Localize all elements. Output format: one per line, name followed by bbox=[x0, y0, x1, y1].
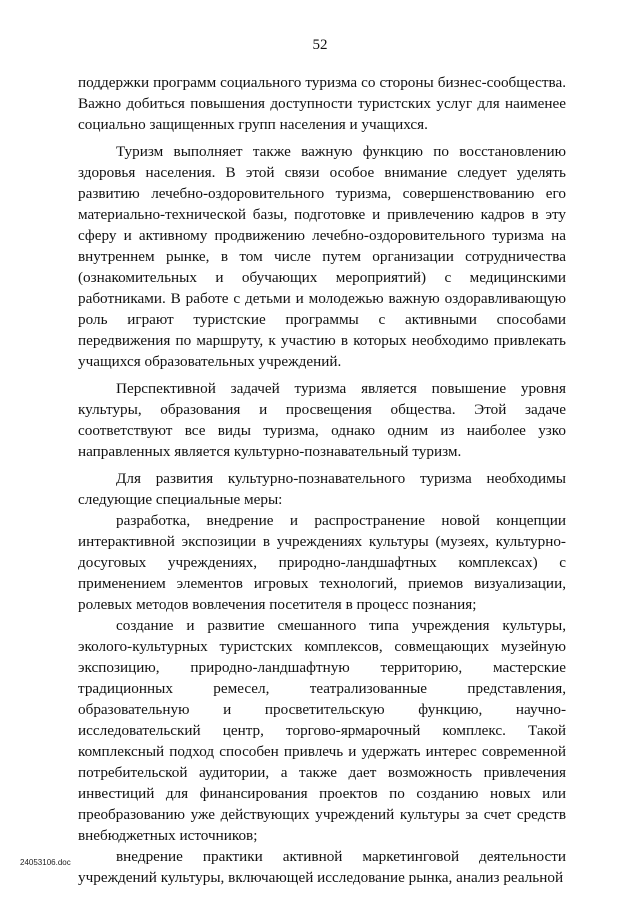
footer-filename: 24053106.doc bbox=[20, 858, 71, 867]
list-item: разработка, внедрение и распространение новой концепции интерактивной экспозиции в учреждениях культуры (музеях, культурно-досуговых учреждениях, природно-ландшафтных комплексах) с применением элементов игровых технологий, приемов визуализации, ролевых методов вовлечения посетителя в процесс познания; bbox=[78, 512, 566, 613]
paragraph: поддержки программ социального туризма со стороны бизнес-сообщества. Важно добиться повышения доступности туристских услуг для наименее социально защищенных групп населения и учащихся. bbox=[78, 74, 566, 133]
list-item: внедрение практики активной маркетинговой деятельности учреждений культуры, включающей исследование рынка, анализ реальной bbox=[78, 848, 566, 886]
paragraph: Перспективной задачей туризма является повышение уровня культуры, образования и просвещения общества. Этой задаче соответствуют все виды туризма, однако одним из наиболее узко направленных является культурно-познавательный туризм. bbox=[78, 380, 566, 460]
page-number: 52 bbox=[312, 37, 328, 53]
paragraph: Для развития культурно-познавательного туризма необходимы следующие специальные меры: bbox=[78, 470, 566, 508]
list-item: создание и развитие смешанного типа учреждения культуры, эколого-культурных туристских комплексов, совмещающих музейную экспозицию, природно-ландшафтную территорию, мастерские традиционных ремесел, театрализованные представления, образовательную и просветительскую функцию, научно-исследовательский центр, торгово-ярмарочный комплекс. Такой комплексный подход способен привлечь и удержать интерес современной потребительской аудитории, а также дает возможность привлечения инвестиций для финансирования проектов по созданию новых или преобразованию уже действующих учреждений культуры за счет средств внебюджетных источников; bbox=[78, 617, 566, 844]
document-body bbox=[78, 72, 566, 888]
paragraph: Туризм выполняет также важную функцию по восстановлению здоровья населения. В этой связи особое внимание следует уделять развитию лечебно-оздоровительного туризма, совершенствованию его материально-технической базы, подготовке и привлечению кадров в эту сферу и активному продвижению лечебно-оздоровительного туризма на внутреннем рынке, в том числе путем организации сотрудничества (ознакомительных и обучающих мероприятий) с медицинскими работниками. В работе с детьми и молодежью важную оздоравливающую роль играют туристские программы с активными способами передвижения по маршруту, к участию в которых необходимо привлекать учащихся образовательных учреждений. bbox=[78, 143, 566, 370]
